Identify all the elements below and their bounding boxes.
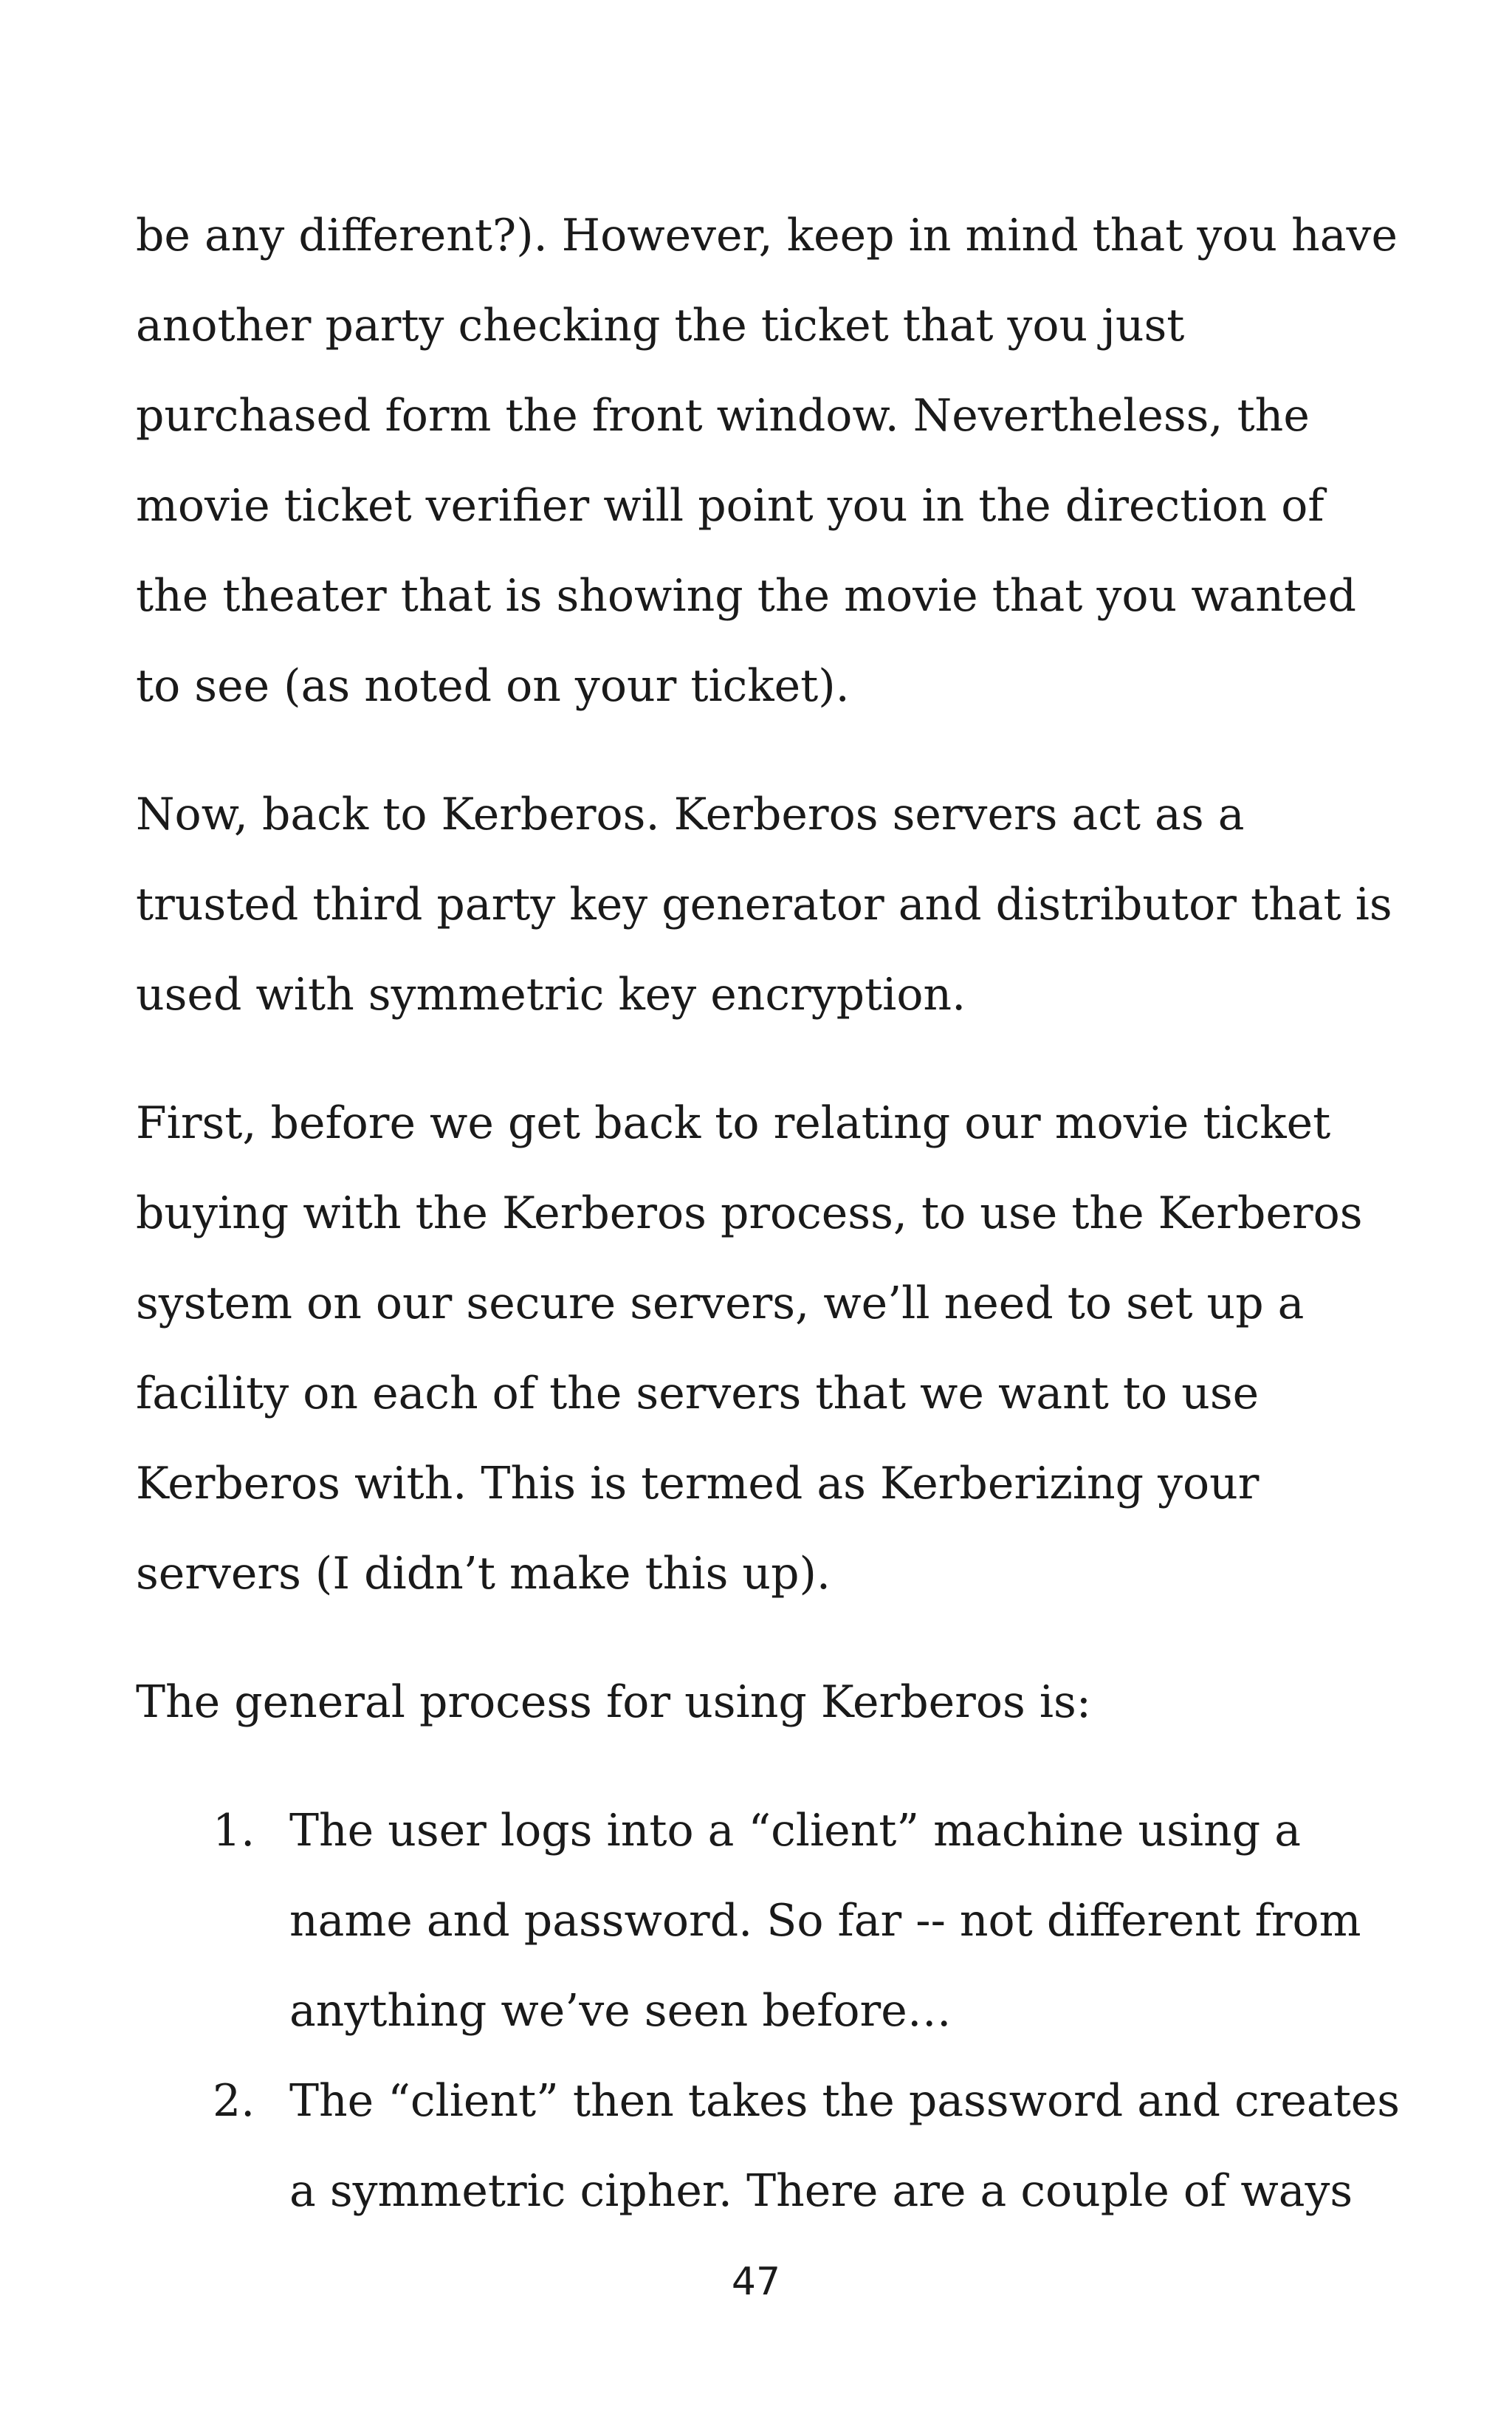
paragraph-line: buying with the Kerberos process, to use the Kerberos bbox=[136, 1187, 1363, 1239]
list-line: anything we’ve seen before… bbox=[289, 1985, 952, 2037]
paragraph-line: Now, back to Kerberos. Kerberos servers act as a bbox=[136, 789, 1245, 840]
paragraph-line: purchased form the front window. Nevertheless, the bbox=[136, 390, 1310, 442]
paragraph-3 bbox=[136, 1078, 1391, 1619]
list-line: name and password. So far -- not different from bbox=[289, 1895, 1361, 1947]
list-line: The user logs into a “client” machine using a bbox=[289, 1805, 1302, 1857]
paragraph-line: servers (I didn’t make this up). bbox=[136, 1548, 831, 1600]
paragraph-line: movie ticket verifier will point you in the direction of bbox=[136, 480, 1324, 532]
paragraph-line: used with symmetric key encryption. bbox=[136, 969, 966, 1021]
paragraph-line: system on our secure servers, we’ll need to set up a bbox=[136, 1278, 1305, 1329]
paragraph-1 bbox=[136, 191, 1398, 731]
paragraph-line: The general process for using Kerberos is: bbox=[136, 1676, 1092, 1728]
list-item-2 bbox=[136, 2056, 1401, 2236]
paragraph-line: facility on each of the servers that we want to use bbox=[136, 1368, 1260, 1419]
list-number: 2. bbox=[213, 2075, 255, 2127]
page-body bbox=[136, 191, 1401, 2236]
paragraph-line: trusted third party key generator and distributor that is bbox=[136, 879, 1392, 930]
list-item-1 bbox=[136, 1786, 1391, 2056]
paragraph-line: First, before we get back to relating our movie ticket bbox=[136, 1097, 1331, 1149]
paragraph-line: another party checking the ticket that you just bbox=[136, 300, 1185, 352]
paragraph-4 bbox=[136, 1657, 1391, 1747]
paragraph-line: be any different?). However, keep in mind that you have bbox=[136, 210, 1398, 261]
list-number: 1. bbox=[213, 1805, 255, 1857]
paragraph-line: Kerberos with. This is termed as Kerberizing your bbox=[136, 1458, 1260, 1509]
list-line: The “client” then takes the password and creates bbox=[289, 2075, 1401, 2127]
list-line: a symmetric cipher. There are a couple of ways bbox=[289, 2165, 1353, 2217]
paragraph-2 bbox=[136, 769, 1391, 1040]
numbered-list bbox=[136, 1786, 1401, 2236]
page-number: 47 bbox=[731, 2260, 781, 2304]
paragraph-line: the theater that is showing the movie that you wanted bbox=[136, 570, 1356, 622]
paragraph-line: to see (as noted on your ticket). bbox=[136, 660, 850, 712]
